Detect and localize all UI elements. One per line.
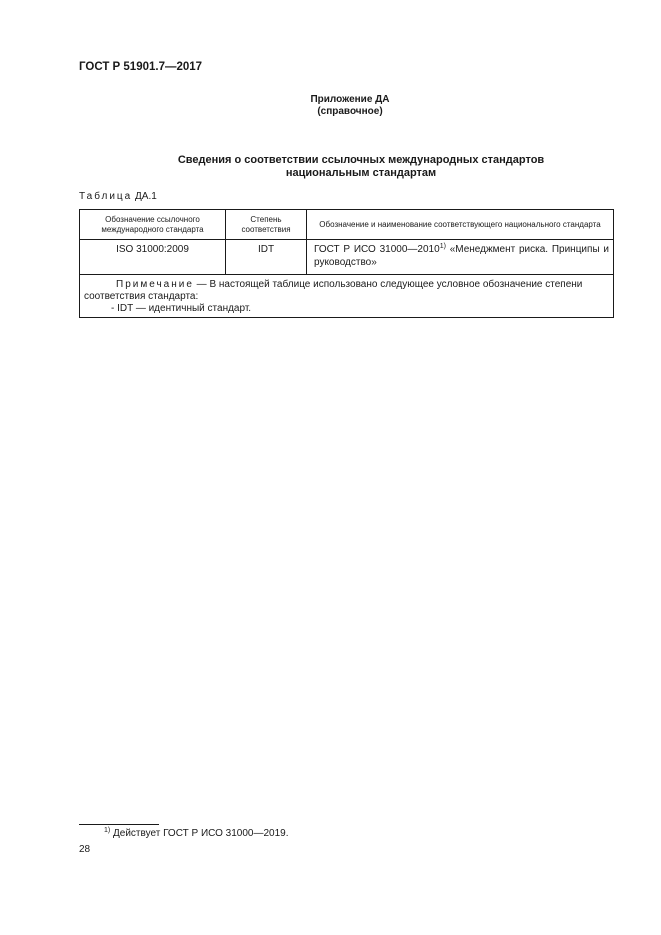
footnote	[104, 828, 289, 839]
table-header-row	[80, 210, 614, 240]
table-note-row	[80, 275, 614, 318]
section-heading-line-2: национальным стандартам	[285, 167, 437, 179]
note-list-item: - IDT — идентичный стандарт.	[111, 303, 252, 314]
annex-title: Приложение ДА	[310, 94, 390, 105]
cell-international-standard: ISO 31000:2009	[80, 240, 226, 275]
header-national-standard: Обозначение и наименование соответствующего национального стандарта	[307, 210, 614, 240]
cell-national-standard	[307, 240, 614, 275]
table-caption-word: Таблица	[79, 191, 133, 202]
national-standard-code: ГОСТ Р ИСО 31000—2010	[314, 244, 440, 255]
page-number: 28	[79, 844, 91, 855]
footnote-text: Действует ГОСТ Р ИСО 31000—2019.	[110, 828, 289, 839]
annex-kind: (справочное)	[317, 106, 383, 117]
cell-degree: IDT	[226, 240, 307, 275]
correspondence-table	[79, 209, 614, 318]
footnote-mark: 1)	[104, 827, 111, 834]
section-heading-line-1: Сведения о соответствии ссылочных международных стандартов	[177, 154, 545, 166]
note-body: — В настоящей таблице использовано следующее условное обозначение степени соответствия стандарта:	[84, 279, 583, 302]
note-label: Примечание	[116, 279, 194, 290]
table-note	[80, 275, 614, 318]
national-standard-title: «Менеджмент риска. Принципы и руководство»	[314, 244, 609, 268]
table-caption	[79, 191, 157, 202]
document-code: ГОСТ Р 51901.7—2017	[79, 61, 203, 73]
header-international-standard: Обозначение ссылочного международного стандарта	[80, 210, 226, 240]
footnote-reference: 1)	[439, 243, 446, 250]
table-caption-number: ДА.1	[135, 191, 157, 202]
header-degree-of-correspondence: Степень соответствия	[226, 210, 307, 240]
note-text	[84, 279, 609, 303]
footnote-separator	[79, 824, 159, 825]
table-row	[80, 240, 614, 275]
